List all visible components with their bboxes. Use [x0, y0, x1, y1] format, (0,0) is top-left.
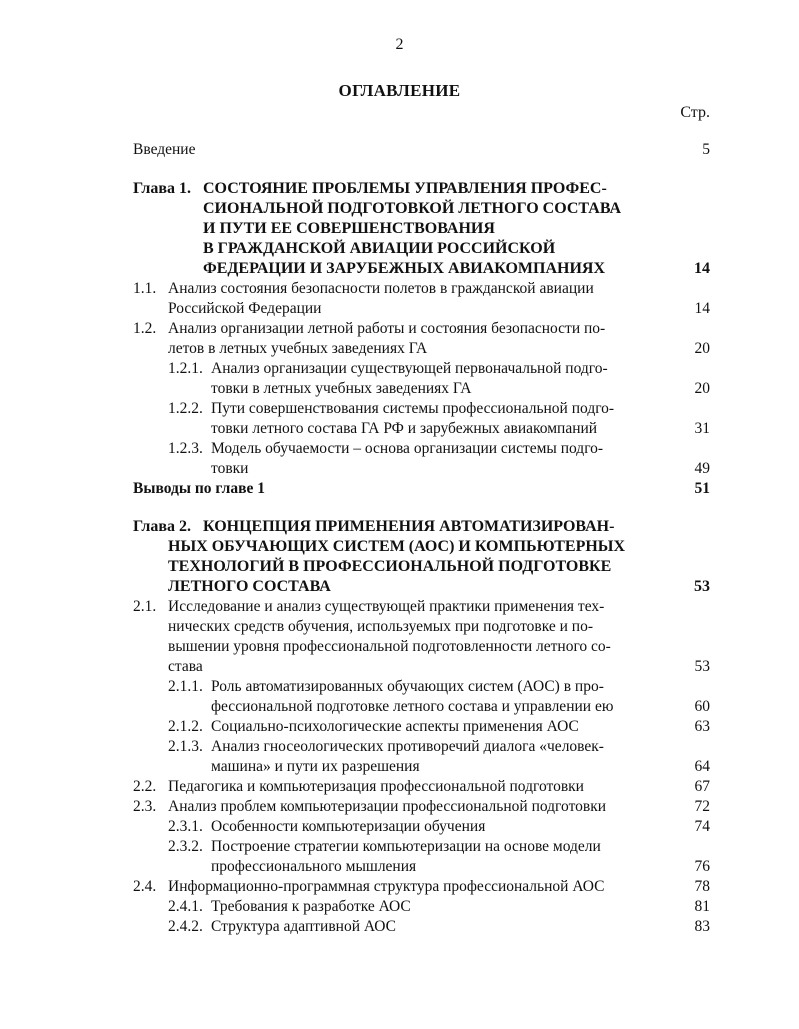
toc-section-2-4-2[interactable] [0, 918, 799, 938]
section-number: 2.2. [133, 778, 157, 795]
toc-entry-page: 76 [694, 858, 710, 875]
chapter-title-line: СОСТОЯНИЕ ПРОБЛЕМЫ УПРАВЛЕНИЯ ПРОФЕС- [203, 180, 607, 197]
toc-section-2-4-1[interactable] [0, 898, 799, 918]
toc-entry-page: 63 [694, 718, 710, 735]
toc-entry-label: Введение [133, 141, 196, 158]
section-title-line: Анализ гносеологических противоречий диалога «человек- [211, 738, 604, 755]
chapter-title-line: И ПУТИ ЕЕ СОВЕРШЕНСТВОВАНИЯ [203, 220, 495, 237]
section-number: 1.1. [133, 280, 157, 297]
section-title-line: Роль автоматизированных обучающих систем (АОС) в про- [211, 678, 604, 695]
section-title-line: Анализ организации летной работы и состояния безопасности по- [168, 320, 606, 337]
section-number: 1.2.3. [168, 440, 203, 457]
page-number: 2 [395, 36, 404, 53]
chapter-title-line: В ГРАЖДАНСКОЙ АВИАЦИИ РОССИЙСКОЙ [203, 240, 556, 257]
section-number: 2.4.2. [168, 918, 203, 935]
section-number: 2.1.3. [168, 738, 203, 755]
chapter-prefix: Глава 1. [133, 180, 191, 197]
chapter-title-line: ФЕДЕРАЦИИ И ЗАРУБЕЖНЫХ АВИАКОМПАНИЯХ [203, 260, 606, 277]
section-title-line: фессиональной подготовке летного состава и управлении ею [211, 698, 614, 715]
toc-entry-page: 83 [694, 918, 710, 935]
section-title-line: Структура адаптивной АОС [211, 918, 397, 935]
toc-entry-page: 72 [694, 798, 710, 815]
section-number: 2.1.2. [168, 718, 203, 735]
toc-entry-page: 20 [694, 380, 710, 397]
section-number: 2.1.1. [168, 678, 203, 695]
section-title-line: Пути совершенствования системы профессиональной подго- [211, 400, 615, 417]
toc-entry-page: 64 [694, 758, 710, 775]
chapter-title-line: НЫХ ОБУЧАЮЩИХ СИСТЕМ (АОС) И КОМПЬЮТЕРНЫХ [168, 538, 626, 555]
section-title-line: профессионального мышления [211, 858, 417, 875]
section-title-line: Российской Федерации [168, 300, 322, 317]
section-title-line: Анализ состояния безопасности полетов в гражданской авиации [168, 280, 594, 297]
section-title-line: машина» и пути их разрешения [211, 758, 420, 775]
toc-section-2-1-2[interactable] [0, 718, 799, 738]
section-number: 2.4. [133, 878, 157, 895]
section-title-line: Требования к разработке АОС [211, 898, 411, 915]
section-title-line: Информационно-программная структура профессиональной АОС [168, 878, 605, 895]
section-title-line: Построение стратегии компьютеризации на основе модели [211, 838, 601, 855]
toc-entry-page: 51 [694, 480, 710, 497]
section-title-line: Исследование и анализ существующей практики применения тех- [168, 598, 605, 615]
chapter-title-line: ТЕХНОЛОГИЙ В ПРОФЕССИОНАЛЬНОЙ ПОДГОТОВКЕ [168, 558, 612, 575]
section-title-line: става [168, 658, 203, 675]
toc-entry-page: 31 [694, 420, 710, 437]
section-number: 2.1. [133, 598, 157, 615]
chapter-title-line: СИОНАЛЬНОЙ ПОДГОТОВКОЙ ЛЕТНОГО СОСТАВА [203, 200, 622, 217]
chapter-title-line: ЛЕТНОГО СОСТАВА [168, 578, 331, 595]
toc-entry-page: 53 [694, 658, 710, 675]
chapter-title-line: КОНЦЕПЦИЯ ПРИМЕНЕНИЯ АВТОМАТИЗИРОВАН- [203, 518, 615, 535]
section-title-line: летов в летных учебных заведениях ГА [168, 340, 428, 357]
section-title-line: товки летного состава ГА РФ и зарубежных авиакомпаний [211, 420, 598, 437]
section-title-line: товки [211, 460, 249, 477]
toc-section-2-3-1[interactable] [0, 818, 799, 838]
toc-entry-page: 60 [694, 698, 710, 715]
section-title-line: вышении уровня профессиональной подготовленности летного со- [168, 638, 611, 655]
section-title-line: Анализ организации существующей первоначальной подго- [211, 360, 608, 377]
section-title-line: Модель обучаемости – основа организации системы подго- [211, 440, 604, 457]
section-number: 1.2. [133, 320, 157, 337]
toc-entry-page: 81 [694, 898, 710, 915]
page-column-label: Стр. [680, 104, 710, 121]
toc-entry-page: 53 [694, 578, 710, 595]
section-title-line: Особенности компьютеризации обучения [211, 818, 486, 835]
toc-entry-page: 74 [694, 818, 710, 835]
section-number: 2.3.2. [168, 838, 203, 855]
toc-entry-page: 67 [694, 778, 710, 795]
section-title-line: Анализ проблем компьютеризации профессиональной подготовки [168, 798, 607, 815]
section-number: 1.2.1. [168, 360, 203, 377]
toc-entry-intro[interactable] [0, 141, 799, 161]
section-number: 2.3. [133, 798, 157, 815]
toc-title: ОГЛАВЛЕНИЕ [338, 81, 461, 100]
toc-entry-label: Выводы по главе 1 [133, 480, 265, 497]
toc-entry-page: 49 [694, 460, 710, 477]
toc-entry-page: 14 [694, 260, 710, 277]
toc-entry-conclusions-1[interactable] [0, 480, 799, 500]
section-title-line: товки в летных учебных заведениях ГА [211, 380, 472, 397]
toc-entry-page: 5 [702, 141, 710, 158]
toc-section-2-4[interactable] [0, 878, 799, 898]
toc-entry-page: 78 [694, 878, 710, 895]
toc-entry-page: 20 [694, 340, 710, 357]
section-number: 1.2.2. [168, 400, 203, 417]
section-title-line: нических средств обучения, используемых при подготовке и по- [168, 618, 593, 635]
chapter-prefix: Глава 2. [133, 518, 191, 535]
section-title-line: Педагогика и компьютеризация профессиональной подготовки [168, 778, 584, 795]
toc-section-2-2[interactable] [0, 778, 799, 798]
section-title-line: Социально-психологические аспекты применения АОС [211, 718, 579, 735]
toc-entry-page: 14 [694, 300, 710, 317]
toc-section-2-3[interactable] [0, 798, 799, 818]
section-number: 2.3.1. [168, 818, 203, 835]
section-number: 2.4.1. [168, 898, 203, 915]
